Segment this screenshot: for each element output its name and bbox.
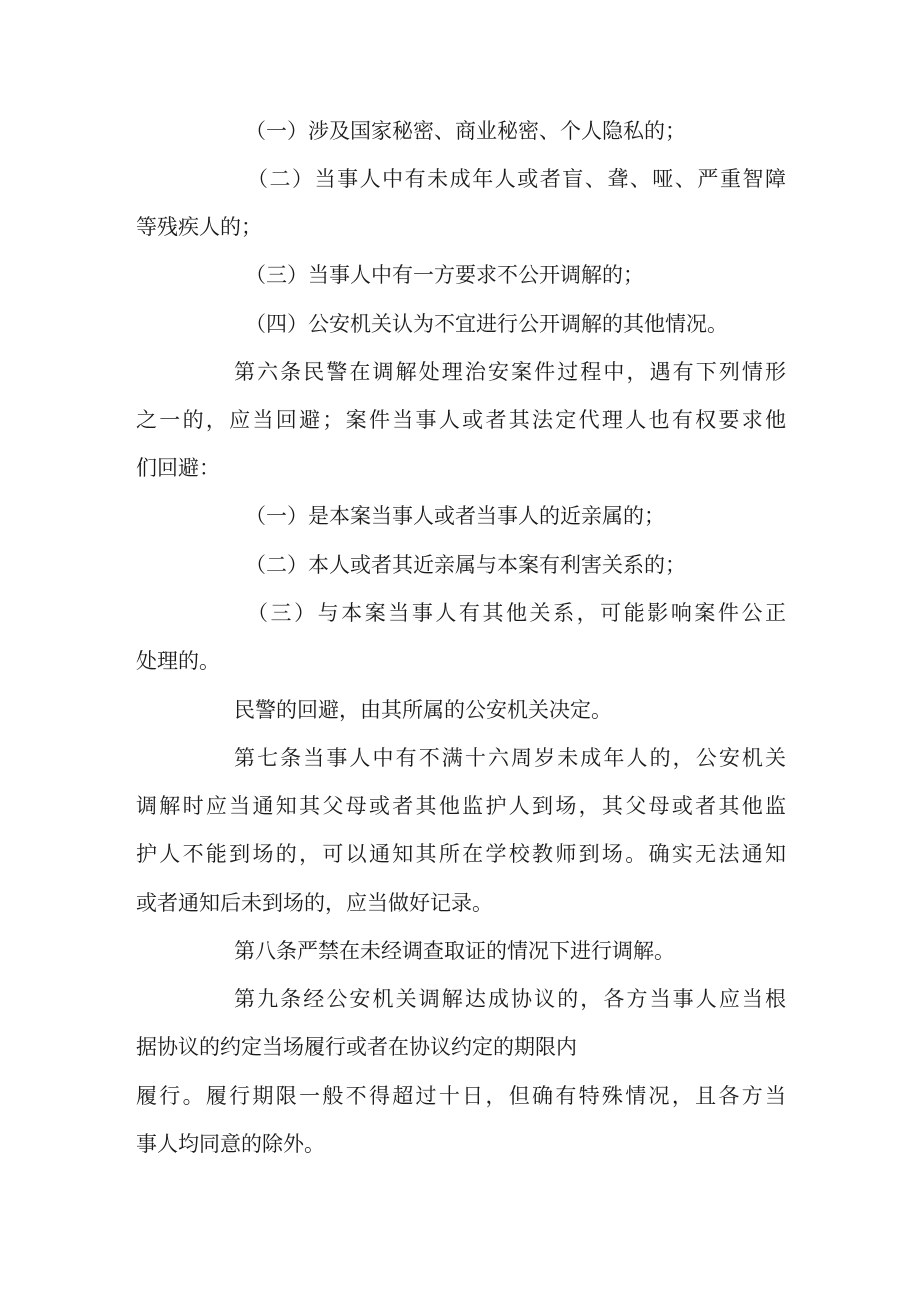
list-item-2-line-2: 等残疾人的； [136, 215, 262, 239]
avoidance-item-2: （二）本人或者其近亲属与本案有利害关系的； [245, 553, 686, 577]
list-item-4: （四）公安机关认为不宜进行公开调解的其他情况。 [245, 312, 728, 336]
article-9-line-3: 履行。履行期限一般不得超过十日，但确有特殊情况，且各方当 [136, 1084, 786, 1108]
article-9-line-4: 事人均同意的除外。 [136, 1132, 325, 1156]
avoidance-item-3-line-2: 处理的。 [136, 649, 220, 673]
avoidance-item-1: （一）是本案当事人或者当事人的近亲属的； [245, 504, 665, 528]
article-6-line-1: 第六条民警在调解处理治安案件过程中，遇有下列情形 [234, 360, 786, 384]
article-7-line-1: 第七条当事人中有不满十六周岁未成年人的，公安机关 [234, 746, 786, 770]
list-item-3: （三）当事人中有一方要求不公开调解的； [245, 263, 644, 287]
article-9-line-2: 据协议的约定当场履行或者在协议约定的期限内 [136, 1035, 577, 1059]
list-item-2-line-1: （二）当事人中有未成年人或者盲、聋、哑、严重智障 [247, 167, 786, 191]
article-6-line-3: 们回避： [136, 456, 220, 480]
avoidance-item-3-line-1: （三）与本案当事人有其他关系，可能影响案件公正 [247, 601, 786, 625]
avoidance-decision: 民警的回避，由其所属的公安机关决定。 [234, 698, 612, 722]
article-7-line-2: 调解时应当通知其父母或者其他监护人到场，其父母或者其他监 [136, 794, 786, 818]
article-6-line-2: 之一的，应当回避；案件当事人或者其法定代理人也有权要求他 [136, 408, 786, 432]
article-9-line-1: 第九条经公安机关调解达成协议的，各方当事人应当根 [234, 987, 786, 1011]
article-7-line-3: 护人不能到场的，可以通知其所在学校教师到场。确实无法通知 [136, 842, 786, 866]
article-7-line-4: 或者通知后未到场的，应当做好记录。 [136, 891, 493, 915]
article-8: 第八条严禁在未经调查取证的情况下进行调解。 [234, 939, 675, 963]
list-item-1: （一）涉及国家秘密、商业秘密、个人隐私的； [245, 119, 686, 143]
